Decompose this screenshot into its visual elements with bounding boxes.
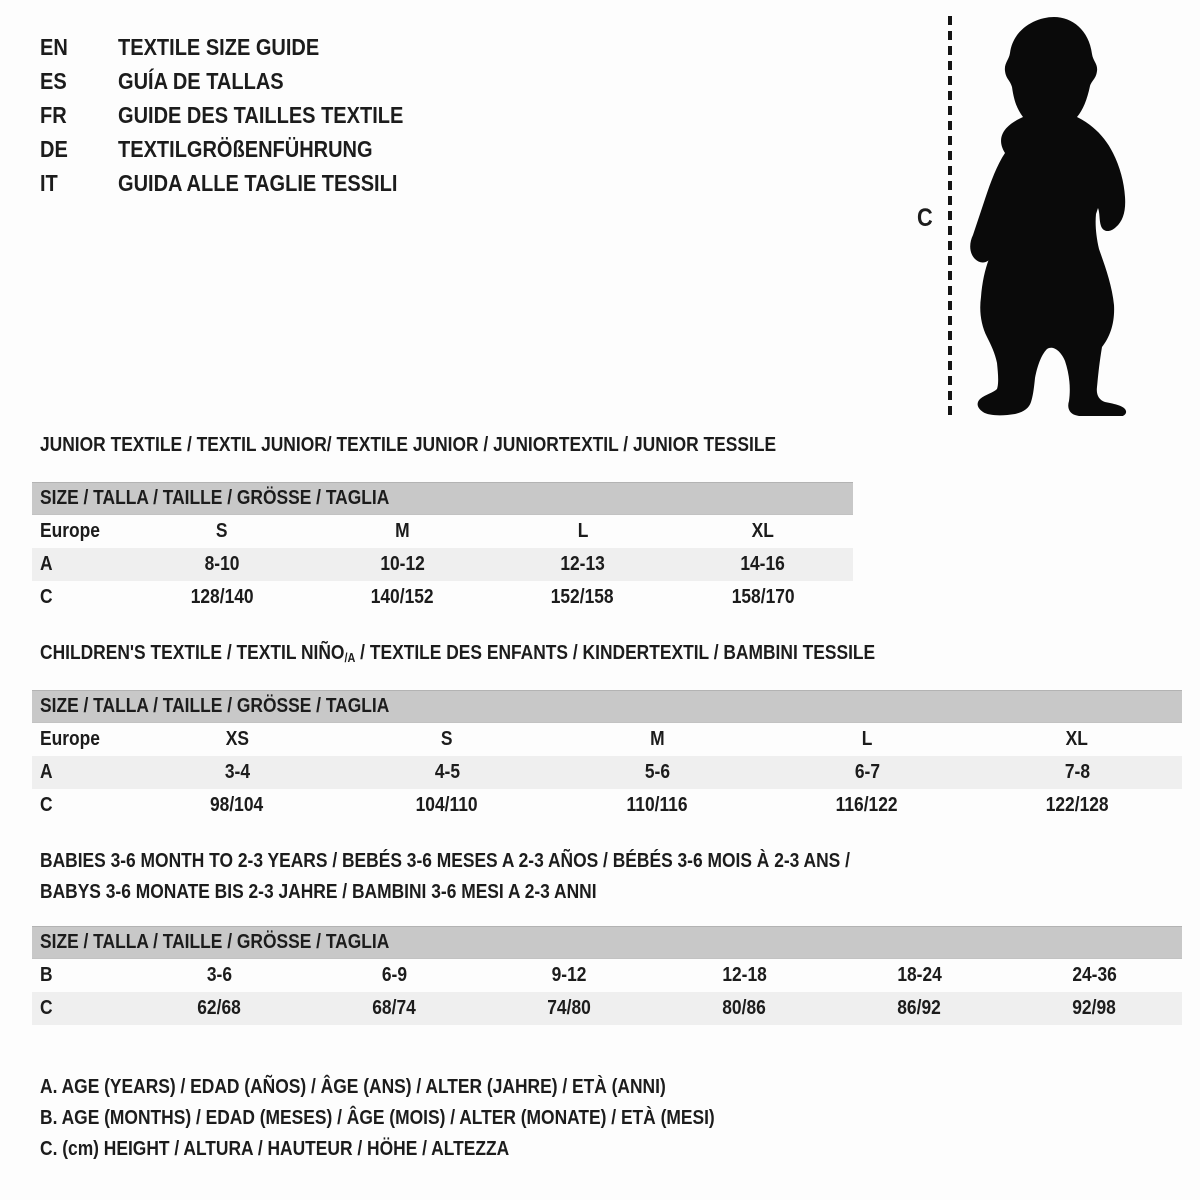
table-row-a xyxy=(32,756,1182,789)
table-cell xyxy=(552,723,762,757)
table-cell xyxy=(762,756,972,789)
table-cell xyxy=(32,581,132,614)
table-cell xyxy=(673,581,853,614)
language-label: TEXTILE SIZE GUIDE xyxy=(118,34,320,60)
table-cell xyxy=(493,515,673,549)
cell-value: 116/122 xyxy=(836,794,898,816)
cell-value: 104/110 xyxy=(416,794,478,816)
language-label: GUÍA DE TALLAS xyxy=(118,68,284,94)
cell-value: 24-36 xyxy=(1072,964,1117,986)
table-cell xyxy=(342,756,552,789)
table-cell xyxy=(32,483,853,515)
table-cell xyxy=(762,789,972,822)
cell-value: XL xyxy=(751,520,774,542)
table-cell xyxy=(32,789,132,822)
table-cell xyxy=(132,789,342,822)
table-cell xyxy=(312,515,492,549)
table-cell xyxy=(832,992,1007,1025)
legend-line-c xyxy=(40,1134,816,1165)
table-cell xyxy=(482,959,657,993)
size-header-label: SIZE / TALLA / TAILLE / GRÖSSE / TAGLIA xyxy=(40,931,390,953)
cell-value: M xyxy=(395,520,410,542)
cell-value: 152/158 xyxy=(551,586,615,608)
language-label: GUIDA ALLE TAGLIE TESSILI xyxy=(118,170,398,196)
cell-value: 74/80 xyxy=(547,997,592,1019)
legend xyxy=(40,1072,816,1165)
row-label: A xyxy=(40,553,53,575)
row-label: C xyxy=(40,794,53,816)
children-size-table xyxy=(32,690,1182,822)
legend-line-b xyxy=(40,1103,816,1134)
language-code: ES xyxy=(40,68,67,94)
cell-value: XS xyxy=(225,728,249,750)
table-cell xyxy=(32,959,132,993)
cell-value: 80/86 xyxy=(722,997,767,1019)
cell-value: XL xyxy=(1065,728,1089,750)
cell-value: 86/92 xyxy=(897,997,942,1019)
table-cell xyxy=(832,959,1007,993)
table-row-europe xyxy=(32,723,1182,757)
table-cell xyxy=(132,756,342,789)
legend-line-a xyxy=(40,1072,816,1103)
cell-value: 8-10 xyxy=(204,553,240,575)
cell-value: 5-6 xyxy=(644,761,670,783)
cell-value: L xyxy=(577,520,588,542)
language-code: EN xyxy=(40,34,68,60)
table-cell xyxy=(312,581,492,614)
cell-value: 62/68 xyxy=(197,997,242,1019)
size-header-label: SIZE / TALLA / TAILLE / GRÖSSE / TAGLIA xyxy=(40,487,390,509)
table-cell xyxy=(32,515,132,549)
table-cell xyxy=(132,992,307,1025)
language-code: IT xyxy=(40,170,58,196)
row-label: Europe xyxy=(40,520,100,542)
table-row-b xyxy=(32,959,1182,993)
cell-value: 98/104 xyxy=(210,794,264,816)
table-cell xyxy=(673,548,853,581)
cell-value: 3-6 xyxy=(206,964,233,986)
cell-value: 9-12 xyxy=(552,964,587,986)
table-cell xyxy=(32,691,1182,723)
table-cell xyxy=(972,756,1182,789)
cell-value: 6-7 xyxy=(854,761,880,783)
table-cell xyxy=(1007,959,1182,993)
cell-value: 122/128 xyxy=(1045,794,1109,816)
babies-title-line1 xyxy=(40,848,971,874)
cell-value: 92/98 xyxy=(1072,997,1117,1019)
cell-value: 14-16 xyxy=(740,553,786,575)
table-cell xyxy=(493,581,673,614)
babies-title-line1-text: BABIES 3-6 MONTH TO 2-3 YEARS / BEBÉS 3-6 MESES A 2-3 AÑOS / BÉBÉS 3-6 MOIS À 2-3 ANS / xyxy=(40,850,850,872)
table-cell xyxy=(342,723,552,757)
legend-line-b-text: B. AGE (MONTHS) / EDAD (MESES) / ÂGE (MOIS) / ALTER (MONATE) / ETÀ (MESI) xyxy=(40,1107,715,1129)
junior-section-title xyxy=(40,432,886,458)
table-cell xyxy=(972,723,1182,757)
measure-label-c xyxy=(917,204,935,233)
language-label: GUIDE DES TAILLES TEXTILE xyxy=(118,102,404,128)
table-cell xyxy=(32,723,132,757)
table-cell xyxy=(493,548,673,581)
cell-value: 68/74 xyxy=(372,997,417,1019)
cell-value: 12-13 xyxy=(560,553,605,575)
table-row-c xyxy=(32,789,1182,822)
table-row-a xyxy=(32,548,853,581)
row-label: C xyxy=(40,997,53,1019)
cell-value: S xyxy=(216,520,228,542)
cell-value: 140/152 xyxy=(370,586,434,608)
cell-value: 18-24 xyxy=(897,964,942,986)
size-header-label: SIZE / TALLA / TAILLE / GRÖSSE / TAGLIA xyxy=(40,695,390,717)
toddler-silhouette xyxy=(966,14,1136,416)
cell-value: 7-8 xyxy=(1064,761,1090,783)
table-cell xyxy=(552,756,762,789)
junior-title-text: JUNIOR TEXTILE / TEXTIL JUNIOR/ TEXTILE JUNIOR / JUNIORTEXTIL / JUNIOR TESSILE xyxy=(40,434,777,456)
children-title-suffix: / TEXTILE DES ENFANTS / KINDERTEXTIL / BAMBINI TESSILE xyxy=(355,642,876,664)
language-label: TEXTILGRÖßENFÜHRUNG xyxy=(118,136,373,162)
children-title-text xyxy=(40,640,875,671)
cell-value: 3-4 xyxy=(224,761,250,783)
table-cell xyxy=(132,515,312,549)
table-cell xyxy=(32,927,1182,959)
table-cell xyxy=(1007,992,1182,1025)
table-cell xyxy=(657,959,832,993)
measure-label-text: C xyxy=(917,204,933,232)
cell-value: 6-9 xyxy=(381,964,408,986)
cell-value: 10-12 xyxy=(380,553,425,575)
table-cell xyxy=(673,515,853,549)
babies-size-table xyxy=(32,926,1182,1025)
cell-value: 4-5 xyxy=(434,761,460,783)
table-header-row xyxy=(32,483,853,515)
babies-title-line2-text: BABYS 3-6 MONATE BIS 2-3 JAHRE / BAMBINI 3-6 MESI A 2-3 ANNI xyxy=(40,881,597,903)
row-label: C xyxy=(40,586,53,608)
cell-value: L xyxy=(861,728,873,750)
table-cell xyxy=(32,756,132,789)
table-cell xyxy=(307,992,482,1025)
table-cell xyxy=(132,581,312,614)
table-cell xyxy=(32,548,132,581)
junior-size-table xyxy=(32,482,853,614)
table-cell xyxy=(132,723,342,757)
row-label: A xyxy=(40,761,53,783)
cell-value: 158/170 xyxy=(731,586,795,608)
children-title-sub: /A xyxy=(344,651,356,665)
cell-value: 12-18 xyxy=(722,964,767,986)
table-row-c xyxy=(32,992,1182,1025)
cell-value: M xyxy=(649,728,665,750)
table-cell xyxy=(312,548,492,581)
table-cell xyxy=(132,959,307,993)
table-cell xyxy=(657,992,832,1025)
language-code: FR xyxy=(40,102,67,128)
measure-line-c xyxy=(948,16,952,415)
language-code: DE xyxy=(40,136,68,162)
table-header-row xyxy=(32,927,1182,959)
row-label: Europe xyxy=(40,728,100,750)
row-label: B xyxy=(40,964,53,986)
table-cell xyxy=(762,723,972,757)
babies-section-title xyxy=(40,848,971,905)
cell-value: S xyxy=(441,728,453,750)
table-cell xyxy=(552,789,762,822)
babies-title-line2 xyxy=(40,879,971,905)
legend-line-c-text: C. (cm) HEIGHT / ALTURA / HAUTEUR / HÖHE / ALTEZZA xyxy=(40,1138,510,1160)
cell-value: 110/116 xyxy=(626,794,688,816)
children-section-title xyxy=(40,640,1000,671)
table-cell xyxy=(307,959,482,993)
table-cell xyxy=(482,992,657,1025)
table-cell xyxy=(132,548,312,581)
table-row-c xyxy=(32,581,853,614)
children-title-prefix: CHILDREN'S TEXTILE / TEXTIL NIÑO xyxy=(40,642,345,664)
cell-value: 128/140 xyxy=(190,586,254,608)
table-cell xyxy=(972,789,1182,822)
table-row-europe xyxy=(32,515,853,549)
table-cell xyxy=(342,789,552,822)
table-header-row xyxy=(32,691,1182,723)
table-cell xyxy=(32,992,132,1025)
legend-line-a-text: A. AGE (YEARS) / EDAD (AÑOS) / ÂGE (ANS) / ALTER (JAHRE) / ETÀ (ANNI) xyxy=(40,1076,666,1098)
